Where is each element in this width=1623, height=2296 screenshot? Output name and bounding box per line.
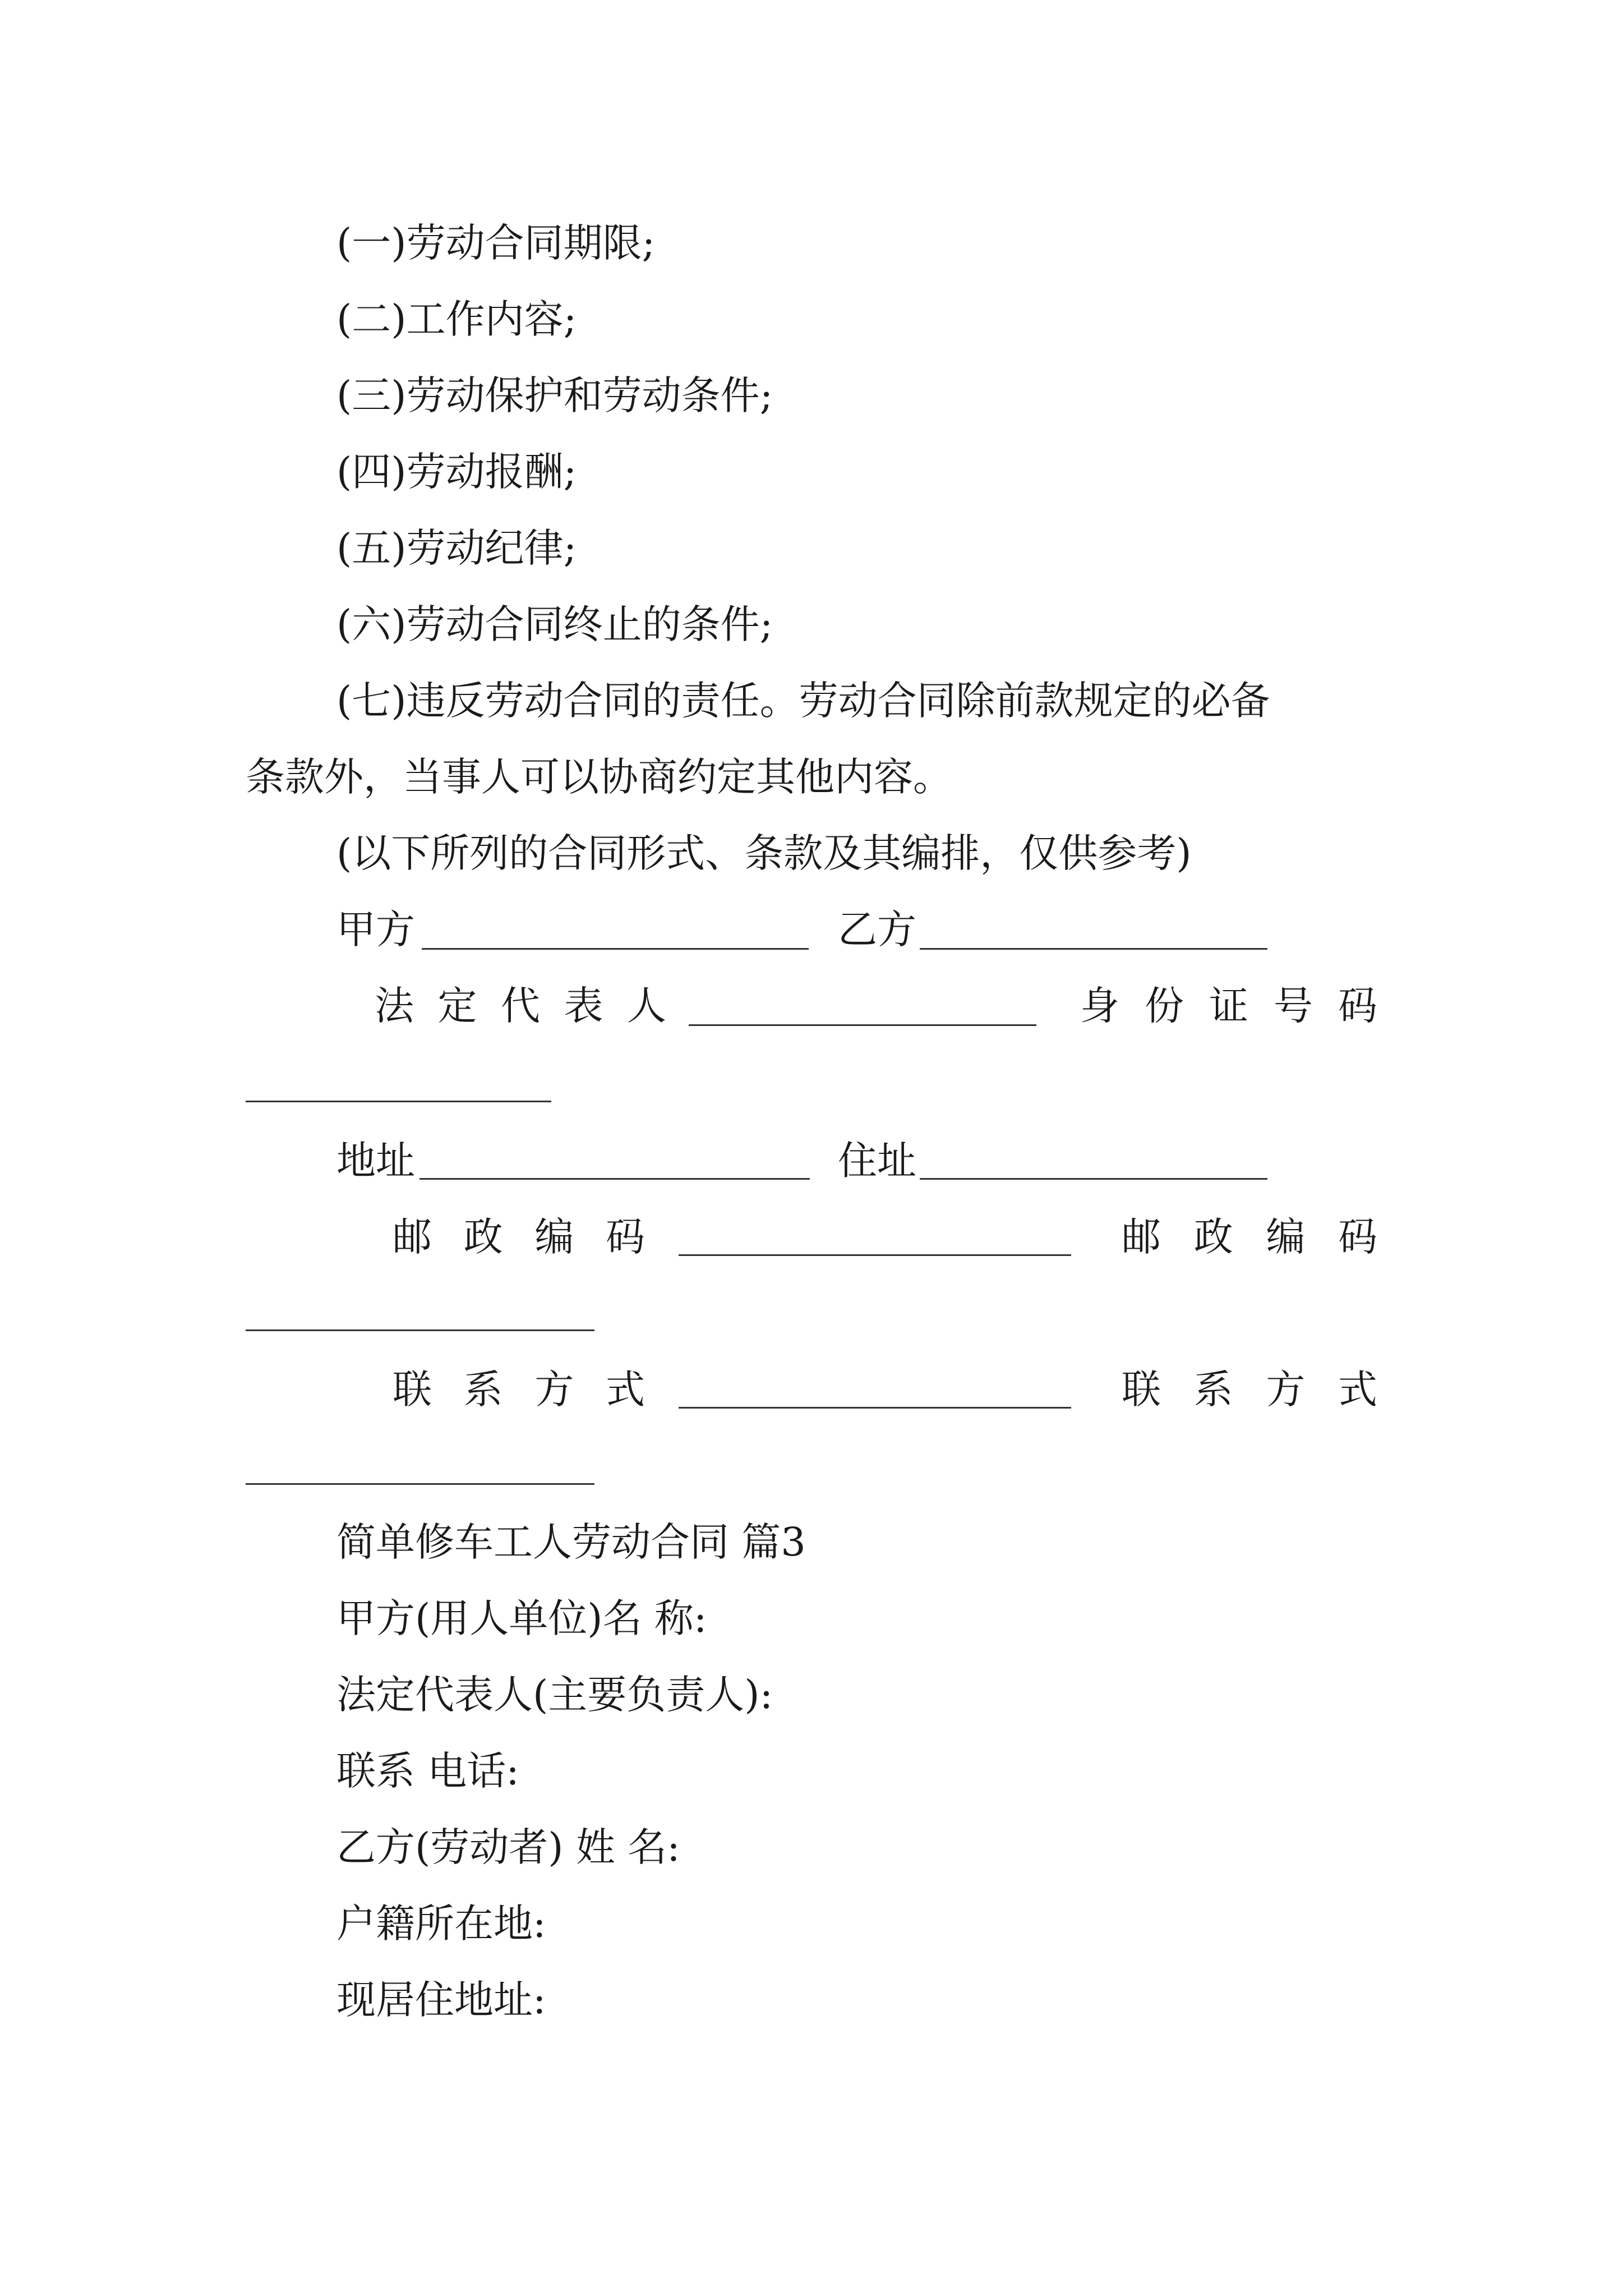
id-number-char: 号 [1274, 983, 1313, 1029]
postcode-char: 码 [1338, 1214, 1377, 1260]
legal-rep-char: 定 [437, 983, 477, 1029]
postcode-char: 邮 [393, 1214, 432, 1260]
party-a-label: 甲方 [336, 907, 415, 953]
employer-name-field: 甲方(用人单位)名 称: [336, 1595, 707, 1641]
item-3: (三)劳动保护和劳动条件; [336, 372, 773, 418]
postcode-char: 码 [605, 1214, 645, 1260]
postcode-b-label [1122, 1212, 1377, 1262]
reference-note: (以下所列的合同形式、条款及其编排，仅供参考) [336, 830, 1192, 876]
item-7-line2: 条款外，当事人可以协商约定其他内容。 [246, 754, 952, 800]
item-4: (四)劳动报酬; [336, 449, 577, 495]
id-number-char: 证 [1209, 983, 1248, 1029]
contact-b-label [1122, 1364, 1377, 1415]
contact-b-blank[interactable] [246, 1483, 594, 1485]
contact-char: 系 [1193, 1366, 1233, 1412]
legal-rep-char: 人 [627, 983, 666, 1029]
contact-a-label [393, 1364, 645, 1415]
household-field: 户籍所在地: [336, 1901, 546, 1947]
legal-rep-char: 代 [501, 983, 540, 1029]
address-blank[interactable] [419, 1178, 810, 1180]
employee-name-field: 乙方(劳动者) 姓 名: [336, 1824, 680, 1870]
contact-a-blank[interactable] [679, 1407, 1071, 1409]
item-1: (一)劳动合同期限; [336, 220, 656, 266]
party-b-label: 乙方 [838, 907, 916, 953]
postcode-b-blank[interactable] [246, 1329, 594, 1331]
contact-char: 方 [1266, 1366, 1306, 1412]
item-2: (二)工作内容; [336, 296, 577, 342]
residence-blank[interactable] [920, 1178, 1267, 1180]
contact-char: 联 [393, 1366, 432, 1412]
id-number-char: 份 [1145, 983, 1184, 1029]
item-5: (五)劳动纪律; [336, 525, 577, 571]
id-number-label [1080, 981, 1377, 1031]
legal-rep-char: 表 [564, 983, 603, 1029]
postcode-char: 编 [534, 1214, 574, 1260]
section-title: 简单修车工人劳动合同 篇3 [336, 1519, 806, 1565]
id-number-char: 码 [1338, 983, 1377, 1029]
item-6: (六)劳动合同终止的条件; [336, 601, 773, 647]
id-number-blank[interactable] [246, 1101, 551, 1102]
employer-legal-rep-field: 法定代表人(主要负责人): [336, 1672, 773, 1718]
contact-char: 系 [463, 1366, 503, 1412]
current-address-field: 现居住地址: [336, 1977, 546, 2023]
employer-phone-field: 联系 电话: [336, 1748, 519, 1794]
contact-char: 式 [605, 1366, 645, 1412]
party-a-blank[interactable] [422, 948, 809, 950]
postcode-a-blank[interactable] [679, 1254, 1071, 1256]
legal-rep-label [375, 981, 666, 1031]
postcode-char: 邮 [1122, 1214, 1161, 1260]
id-number-char: 身 [1080, 983, 1119, 1029]
contact-char: 方 [534, 1366, 574, 1412]
postcode-a-label [393, 1212, 645, 1262]
contact-char: 式 [1338, 1366, 1377, 1412]
item-7-line1: (七)违反劳动合同的责任。劳动合同除前款规定的必备 [336, 678, 1270, 724]
postcode-char: 政 [463, 1214, 503, 1260]
party-b-blank[interactable] [920, 948, 1267, 950]
legal-rep-blank[interactable] [689, 1024, 1036, 1026]
postcode-char: 编 [1266, 1214, 1306, 1260]
residence-label: 住址 [838, 1138, 916, 1184]
legal-rep-char: 法 [375, 983, 414, 1029]
postcode-char: 政 [1193, 1214, 1233, 1260]
contact-char: 联 [1122, 1366, 1161, 1412]
address-label: 地址 [336, 1138, 415, 1184]
